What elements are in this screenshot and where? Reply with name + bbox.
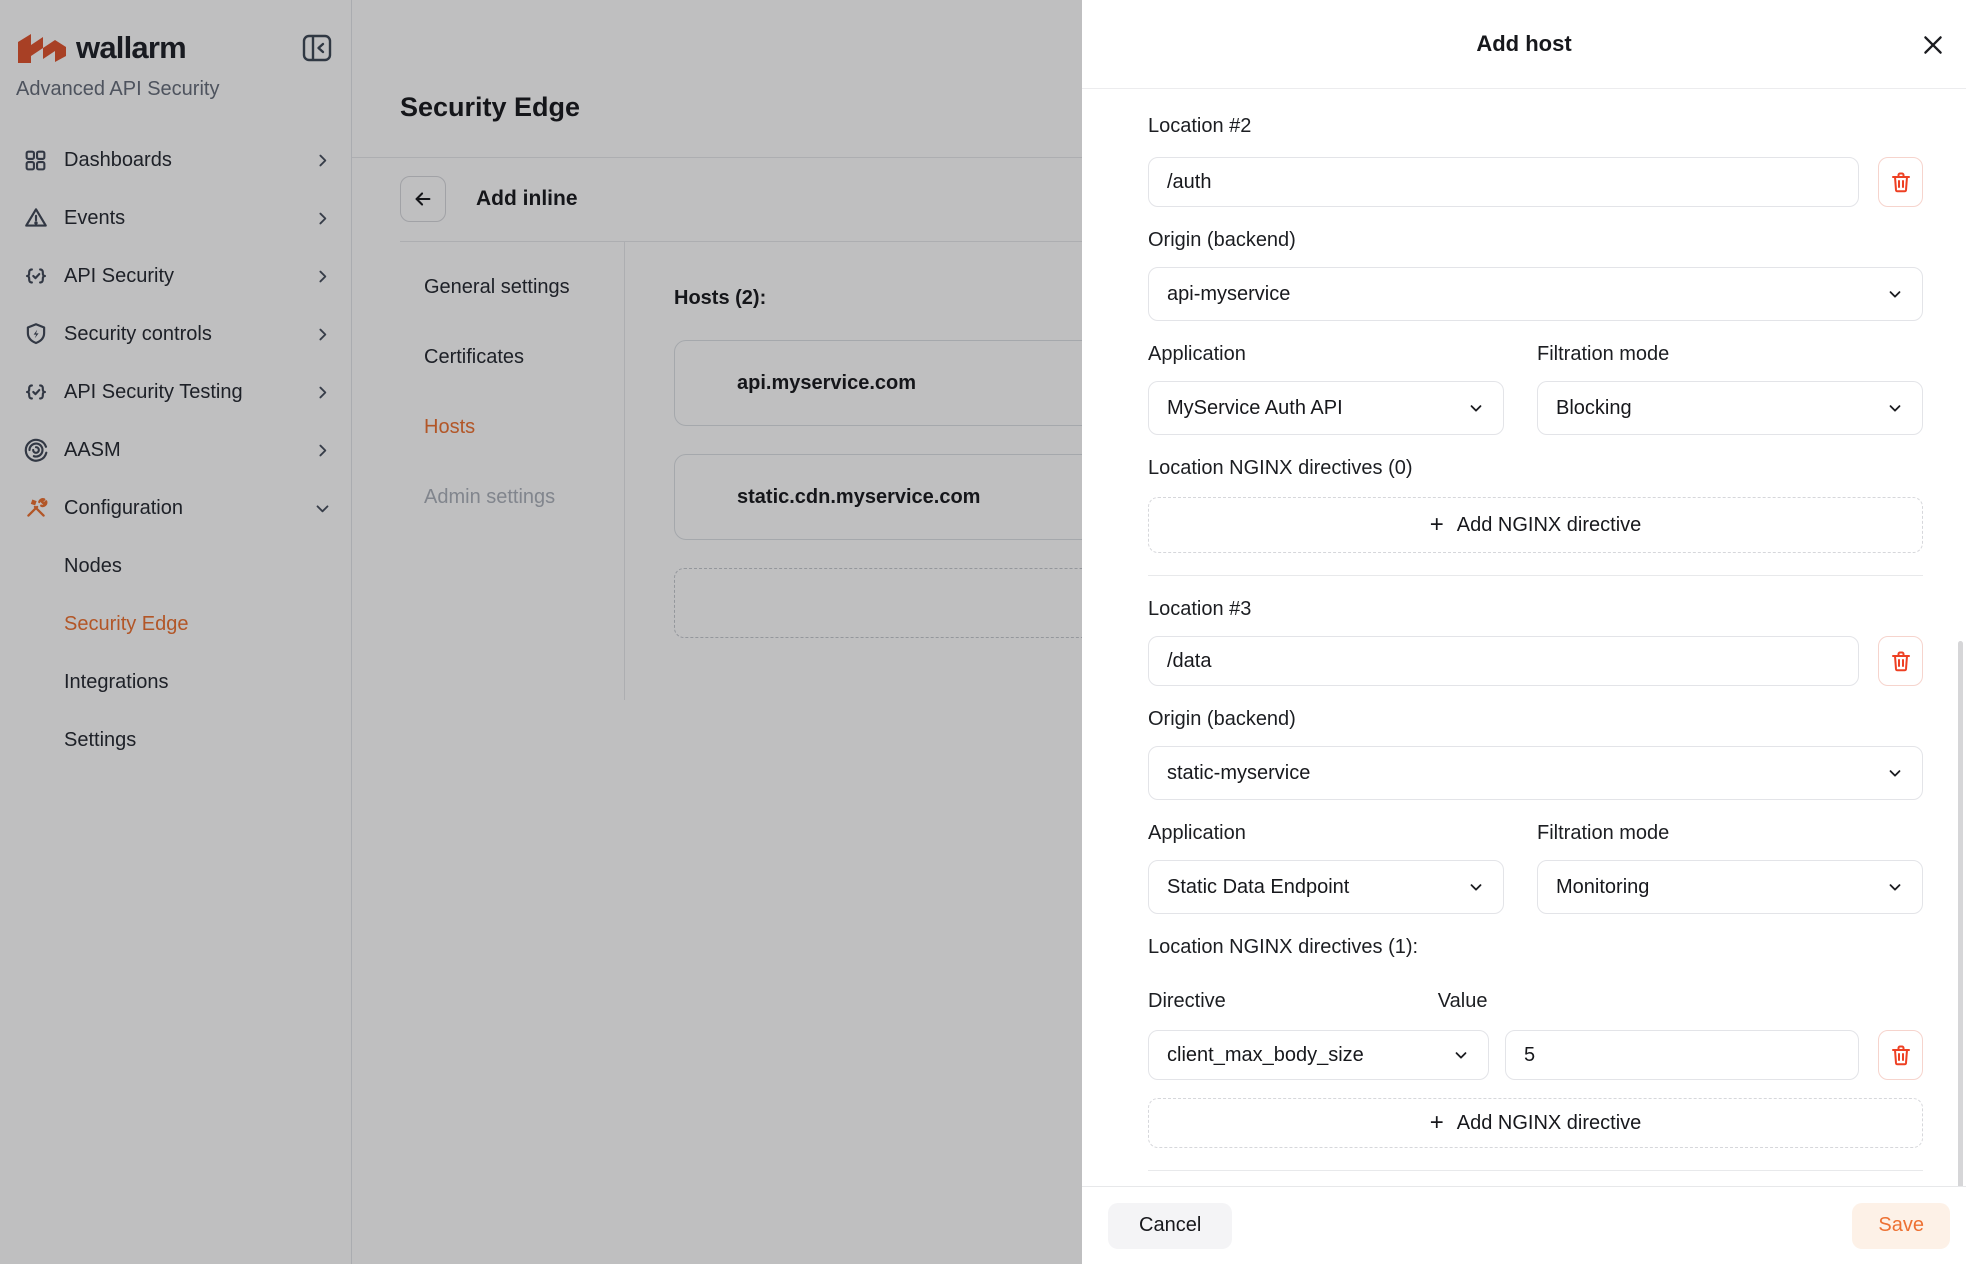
location-path-row bbox=[1148, 636, 1923, 686]
application-select[interactable]: Static Data Endpoint bbox=[1148, 860, 1504, 914]
chevron-down-icon bbox=[1886, 285, 1904, 303]
filtration-mode-label: Filtration mode bbox=[1537, 822, 1670, 844]
app-filtration-selects bbox=[1148, 860, 1923, 914]
page-title: Security Edge bbox=[400, 92, 581, 122]
delete-location-button[interactable] bbox=[1878, 157, 1923, 207]
host-card-static-cdn[interactable]: static.cdn.myservice.com bbox=[674, 454, 1334, 540]
tab-certificates[interactable]: Certificates bbox=[424, 346, 525, 368]
application-select[interactable]: MyService Auth API bbox=[1148, 381, 1504, 435]
location-divider bbox=[1148, 575, 1923, 576]
directive-column-labels bbox=[1148, 990, 1923, 1014]
directive-column-label: Directive bbox=[1148, 990, 1226, 1012]
plus-icon: + bbox=[1429, 1109, 1444, 1136]
chevron-down-icon bbox=[1467, 878, 1485, 896]
chevron-down-icon bbox=[1467, 399, 1485, 417]
sidebar-item-integrations[interactable]: Integrations bbox=[64, 670, 169, 693]
close-button[interactable] bbox=[1918, 30, 1948, 60]
origin-label: Origin (backend) bbox=[1148, 229, 1296, 251]
tab-admin-settings[interactable]: Admin settings bbox=[424, 486, 556, 508]
sidebar-item-label: Events bbox=[64, 206, 126, 229]
trash-icon bbox=[1889, 649, 1913, 673]
sidebar-item-label: API Security Testing bbox=[64, 380, 243, 403]
add-host-drawer bbox=[1082, 0, 1966, 1264]
location-name-label: Location #3 bbox=[1148, 598, 1252, 620]
app-filtration-labels bbox=[1148, 343, 1923, 367]
location-path-input[interactable] bbox=[1148, 157, 1859, 207]
delete-location-button[interactable] bbox=[1878, 636, 1923, 686]
app-filtration-selects bbox=[1148, 381, 1923, 435]
save-button[interactable]: Save bbox=[1852, 1203, 1950, 1249]
drawer-footer bbox=[1082, 1186, 1966, 1264]
filtration-mode-select[interactable]: Monitoring bbox=[1537, 860, 1923, 914]
hosts-count-title: Hosts (2): bbox=[674, 287, 767, 309]
directive-row bbox=[1148, 1030, 1923, 1080]
tab-general-settings[interactable]: General settings bbox=[424, 276, 570, 298]
cancel-button[interactable]: Cancel bbox=[1108, 1203, 1232, 1249]
origin-label: Origin (backend) bbox=[1148, 708, 1296, 730]
sidebar-item-label: API Security bbox=[64, 264, 175, 287]
chevron-down-icon bbox=[1886, 764, 1904, 782]
brand-wordmark: wallarm bbox=[76, 30, 186, 65]
add-nginx-directive-button[interactable]: + Add NGINX directive bbox=[1148, 1098, 1923, 1148]
drawer-body bbox=[1082, 89, 1966, 1186]
sidebar-item-label: Security controls bbox=[64, 322, 212, 345]
drawer-scrollbar[interactable] bbox=[1958, 641, 1963, 1186]
location-path-input[interactable] bbox=[1148, 636, 1859, 686]
chevron-down-icon bbox=[1886, 399, 1904, 417]
sidebar-item-settings[interactable]: Settings bbox=[64, 728, 137, 751]
location-name-label: Location #2 bbox=[1148, 115, 1252, 137]
directives-count-label: Location NGINX directives (1): bbox=[1148, 936, 1419, 958]
host-card-api[interactable]: api.myservice.com bbox=[674, 340, 1334, 426]
add-nginx-directive-button[interactable]: + Add NGINX directive bbox=[1148, 497, 1923, 553]
filtration-mode-select[interactable]: Blocking bbox=[1537, 381, 1923, 435]
tab-hosts[interactable]: Hosts bbox=[424, 416, 476, 438]
application-label: Application bbox=[1148, 822, 1246, 844]
directive-value-input[interactable] bbox=[1505, 1030, 1859, 1080]
brand-subtitle: Advanced API Security bbox=[16, 78, 220, 100]
application-label: Application bbox=[1148, 343, 1246, 365]
section-title: Add inline bbox=[476, 187, 578, 210]
location-path-row bbox=[1148, 157, 1923, 207]
directives-count-label: Location NGINX directives (0) bbox=[1148, 457, 1413, 479]
sidebar-item-label: AASM bbox=[64, 438, 121, 461]
location-divider bbox=[1148, 1170, 1923, 1171]
filtration-mode-label: Filtration mode bbox=[1537, 343, 1670, 365]
sidebar-item-security-edge[interactable]: Security Edge bbox=[64, 612, 189, 635]
drawer-header bbox=[1082, 0, 1966, 89]
origin-select[interactable]: static-myservice bbox=[1148, 746, 1923, 800]
chevron-down-icon bbox=[1452, 1046, 1470, 1064]
plus-icon: + bbox=[1429, 511, 1444, 538]
sidebar-item-nodes[interactable]: Nodes bbox=[64, 554, 122, 577]
trash-icon bbox=[1889, 170, 1913, 194]
chevron-down-icon bbox=[1886, 878, 1904, 896]
value-column-label: Value bbox=[1437, 990, 1488, 1012]
trash-icon bbox=[1889, 1043, 1913, 1067]
delete-directive-button[interactable] bbox=[1878, 1030, 1923, 1080]
app-filtration-labels bbox=[1148, 822, 1923, 846]
sidebar-item-label: Dashboards bbox=[64, 148, 172, 171]
drawer-title: Add host bbox=[1476, 31, 1572, 56]
close-icon bbox=[1920, 32, 1946, 58]
directive-select[interactable]: client_max_body_size bbox=[1148, 1030, 1489, 1080]
origin-select[interactable]: api-myservice bbox=[1148, 267, 1923, 321]
sidebar-item-label: Configuration bbox=[64, 496, 183, 519]
